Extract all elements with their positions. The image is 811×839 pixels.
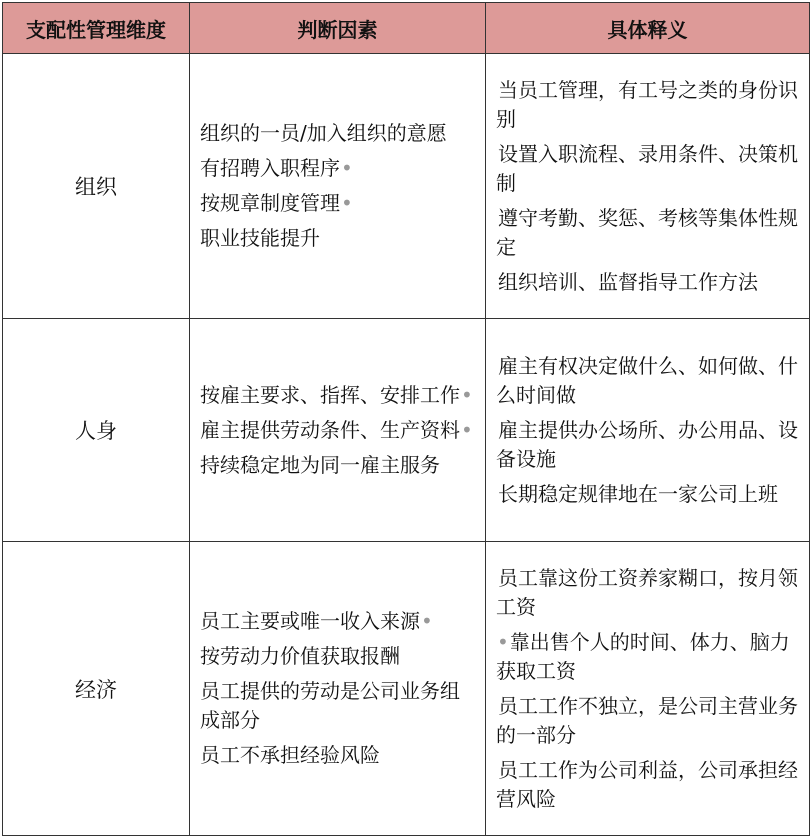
definition-item	[496, 204, 801, 262]
factor-text: 有招聘入职程序	[200, 156, 340, 180]
factor-text: 组织的一员/加入组织的意愿	[200, 121, 447, 145]
bullet-dot-icon: •	[497, 629, 509, 654]
factor-text: 按雇主要求、指挥、安排工作	[200, 382, 460, 407]
bullet-dot-icon: •	[341, 156, 353, 180]
definitions-cell	[486, 319, 810, 542]
factor-item	[200, 416, 475, 445]
factor-text: 职业技能提升	[200, 226, 320, 250]
header-dimension: 支配性管理维度	[3, 3, 190, 54]
dimension-cell: 经济	[3, 542, 190, 836]
definition-text: 员工靠这份工资养家糊口，按月领工资	[496, 565, 798, 619]
dimension-cell: 人身	[3, 319, 190, 542]
factor-item	[200, 607, 475, 636]
definition-text: 当员工管理，有工号之类的身份识别	[496, 77, 798, 131]
definition-item	[496, 628, 801, 686]
factor-item	[200, 642, 475, 671]
factor-text: 员工不承担经验风险	[200, 743, 380, 767]
definition-item	[496, 756, 801, 814]
definition-item	[496, 268, 801, 297]
factor-text: 雇主提供劳动条件、生产资料	[200, 417, 460, 442]
factor-text: 持续稳定地为同一雇主服务	[200, 452, 440, 477]
management-dimension-table	[2, 2, 810, 836]
factors-cell	[190, 54, 486, 319]
table-row-economic	[3, 542, 810, 836]
factor-text: 按规章制度管理	[200, 191, 340, 215]
factor-text: 员工主要或唯一收入来源	[200, 609, 420, 633]
definition-item	[496, 352, 801, 410]
definitions-cell	[486, 542, 810, 836]
definition-text: 靠出售个人的时间、体力、脑力获取工资	[496, 629, 790, 683]
definition-item	[496, 76, 801, 134]
definition-text: 雇主有权决定做什么、如何做、什么时间做	[496, 353, 798, 407]
header-row	[3, 3, 810, 54]
definition-text: 设置入职流程、录用条件、决策机制	[496, 141, 798, 195]
definition-text: 遵守考勤、奖惩、考核等集体性规定	[496, 205, 798, 259]
definition-text: 员工工作为公司利益，公司承担经营风险	[496, 757, 798, 811]
bullet-dot-icon: •	[421, 609, 433, 633]
factor-item	[200, 154, 475, 183]
dimension-cell: 组织	[3, 54, 190, 319]
definition-text: 雇主提供办公场所、办公用品、设备设施	[496, 417, 798, 471]
definition-text: 长期稳定规律地在一家公司上班	[498, 481, 778, 506]
factor-text: 员工提供的劳动是公司业务组成部分	[200, 679, 460, 732]
table-row-personal	[3, 319, 810, 542]
bullet-dot-icon: •	[341, 191, 353, 215]
factor-item	[200, 119, 475, 148]
definition-text: 组织培训、监督指导工作方法	[498, 269, 758, 294]
table-row-organization	[3, 54, 810, 319]
factors-cell	[190, 319, 486, 542]
definition-item	[496, 416, 801, 474]
definition-item	[496, 692, 801, 750]
header-definitions: 具体释义	[486, 3, 810, 54]
definition-item	[496, 140, 801, 198]
definitions-cell	[486, 54, 810, 319]
header-factors: 判断因素	[190, 3, 486, 54]
factor-item	[200, 381, 475, 410]
factor-item	[200, 224, 475, 253]
definition-text: 员工工作不独立，是公司主营业务的一部分	[496, 693, 798, 747]
factors-cell	[190, 542, 486, 836]
bullet-dot-icon: •	[461, 417, 473, 442]
factor-item	[200, 451, 475, 480]
factor-text: 按劳动力价值获取报酬	[200, 644, 400, 668]
factor-item	[200, 189, 475, 218]
factor-item	[200, 741, 475, 770]
factor-item	[200, 677, 475, 735]
definition-item	[496, 480, 801, 509]
definition-item	[496, 564, 801, 622]
bullet-dot-icon: •	[461, 382, 473, 407]
